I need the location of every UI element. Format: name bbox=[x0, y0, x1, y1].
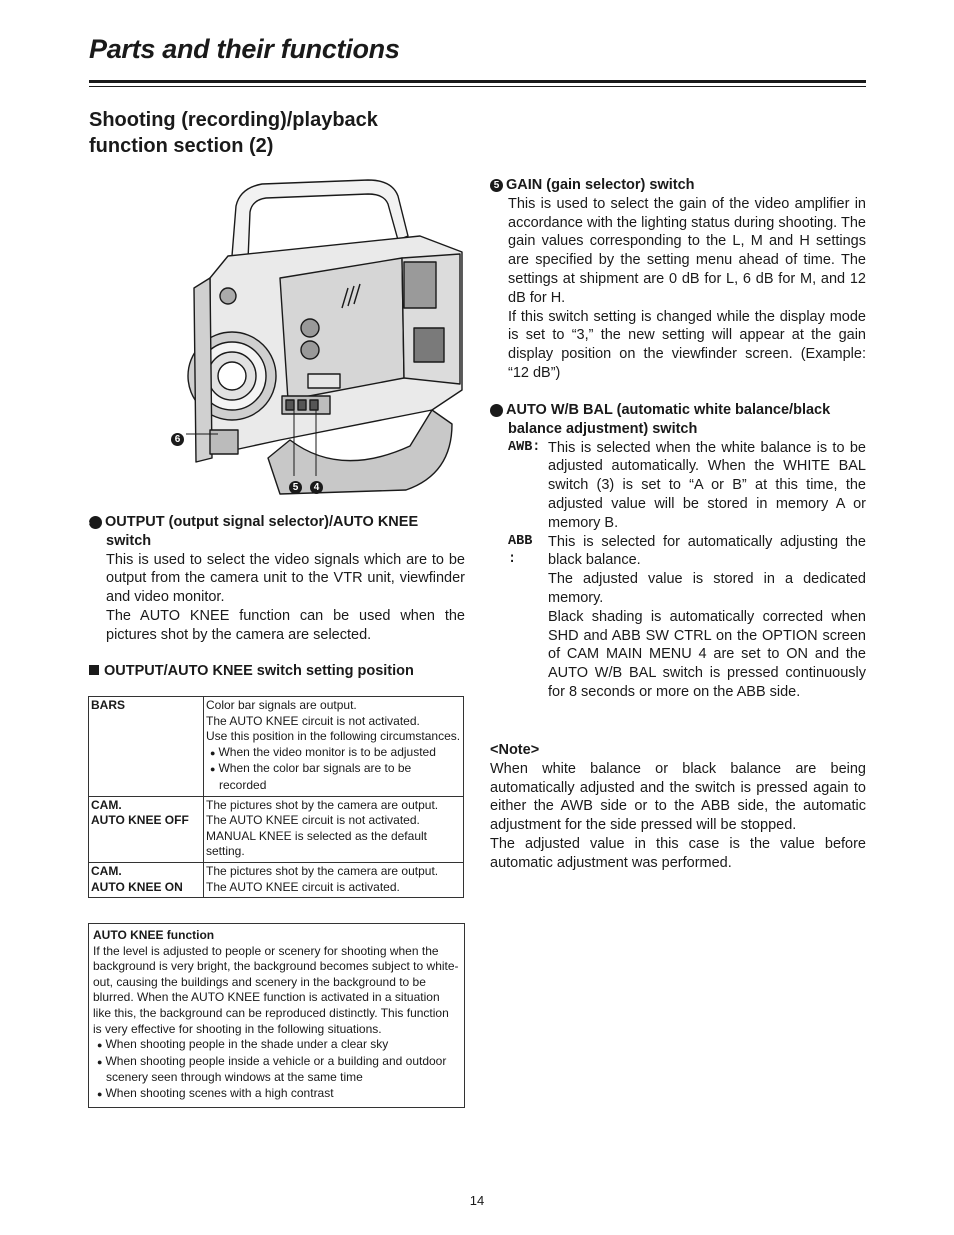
row-key: CAM. AUTO KNEE ON bbox=[89, 862, 204, 897]
auto-knee-info-box bbox=[88, 923, 465, 1108]
item-5-paragraph-1: This is used to select the gain of the video amplifier in accordance with the lighting status during shooting. The gain values corresponding to the L, M and H settings are specified by the setting menu ahead of time. The settings at shipment are 0 dB for L, 6 dB for M, and 12 dB for H. bbox=[508, 195, 866, 306]
section-heading: Shooting (recording)/playback function section (2) bbox=[89, 109, 378, 157]
page-title: Parts and their functions bbox=[89, 34, 400, 64]
row-key: CAM. AUTO KNEE OFF bbox=[89, 796, 204, 862]
note-heading: <Note> bbox=[490, 742, 540, 758]
info-box-title: AUTO KNEE function bbox=[93, 928, 215, 942]
awb-label: AWB: bbox=[508, 439, 541, 455]
table-row bbox=[89, 796, 464, 862]
awb-text: This is selected when the white balance is to be adjusted automatically. When the WHITE BAL switch (3) is set to “A or B” at this time, the adjusted value will be stored in memory A or memory B. bbox=[548, 439, 866, 531]
abb-label: ABB : bbox=[508, 533, 533, 568]
abb-text-2: The adjusted value is stored in a dedicated memory. bbox=[548, 571, 866, 606]
item-4-number: 4 bbox=[89, 516, 102, 529]
list-item: ● When shooting people inside a vehicle or a building and outdoor scenery seen through windows at the same time bbox=[93, 1054, 459, 1086]
note-paragraph-2: The adjusted value in this case is the value before automatic adjustment was performed. bbox=[490, 835, 866, 871]
callout-6: 6 bbox=[171, 430, 187, 448]
page-number: 14 bbox=[469, 1193, 485, 1208]
camera-illustration bbox=[170, 178, 470, 498]
row-key: BARS bbox=[89, 697, 204, 797]
awb-entry bbox=[490, 439, 866, 533]
abb-entry bbox=[490, 533, 866, 702]
switch-position-table bbox=[88, 696, 464, 898]
note-paragraph-1: When white balance or black balance are being automatically adjusted and the switch is pressed again to either the AWB side or to the ABB side, the automatic adjustment for the side pressed will be stopped. bbox=[490, 760, 866, 834]
item-4-paragraph-2: The AUTO KNEE function can be used when the pictures shot by the camera are selected. bbox=[106, 607, 465, 643]
table-row bbox=[89, 862, 464, 897]
item-4-title: 4 OUTPUT (output signal selector)/AUTO KNEE switch bbox=[84, 514, 419, 549]
callout-5: 5 bbox=[289, 478, 305, 496]
item-6-title: 6 AUTO W/B BAL (automatic white balance/black balance adjustment) switch bbox=[484, 402, 831, 437]
square-bullet-icon bbox=[89, 665, 99, 675]
table-heading: OUTPUT/AUTO KNEE switch setting position bbox=[89, 662, 414, 681]
row-description: Color bar signals are output. The AUTO KNEE circuit is not activated. Use this position in the following circumstances. ● When the video monitor is to be adjusted ● When the color bar signals are to be recorded bbox=[204, 697, 464, 797]
title-rule-thin bbox=[89, 86, 866, 87]
item-6-number: 6 bbox=[490, 404, 503, 417]
item-6-auto-wb-switch bbox=[484, 401, 866, 702]
abb-text-1: This is selected for automatically adjusting the black balance. bbox=[548, 533, 866, 569]
info-box-text: If the level is adjusted to people or scenery for shooting when the background is very bright, the background becomes subject to white-out, causing the buildings and scenery in the background to be blurred. When the AUTO KNEE function is activated in a situation like this, the background can be reproduced distinctly. This function is very effective for shooting in the following situations. bbox=[93, 943, 459, 1036]
table-row bbox=[89, 697, 464, 797]
list-item: ● When shooting people in the shade under a clear sky bbox=[93, 1037, 459, 1054]
item-5-gain-switch bbox=[490, 176, 866, 383]
row-description: The pictures shot by the camera are output. The AUTO KNEE circuit is activated. bbox=[204, 862, 464, 897]
note-section bbox=[490, 741, 866, 873]
row-description: The pictures shot by the camera are output. The AUTO KNEE circuit is not activated. MANUAL KNEE is selected as the default setting. bbox=[204, 796, 464, 862]
title-rule bbox=[89, 80, 866, 83]
item-5-paragraph-2: If this switch setting is changed while the display mode is set to “3,” the new setting will appear at the gain display position on the viewfinder screen. (Example: “12 dB”) bbox=[508, 308, 866, 381]
abb-text-3: Black shading is automatically corrected when SHD and ABB SW CTRL on the OPTION screen of CAM MAIN MENU 4 are set to ON and the AUTO W/B BAL switch is pressed continuously for 8 seconds or more on the ABB side. bbox=[548, 608, 866, 700]
list-item: ● When shooting scenes with a high contrast bbox=[93, 1086, 459, 1103]
callout-4: 4 bbox=[310, 478, 326, 496]
item-5-title: 5 GAIN (gain selector) switch bbox=[490, 176, 866, 195]
item-4-paragraph-1: This is used to select the video signals which are to be output from the camera unit to the VTR unit, viewfinder and video monitor. bbox=[106, 551, 465, 606]
item-5-number: 5 bbox=[490, 179, 503, 192]
item-4-output-switch bbox=[84, 513, 465, 645]
